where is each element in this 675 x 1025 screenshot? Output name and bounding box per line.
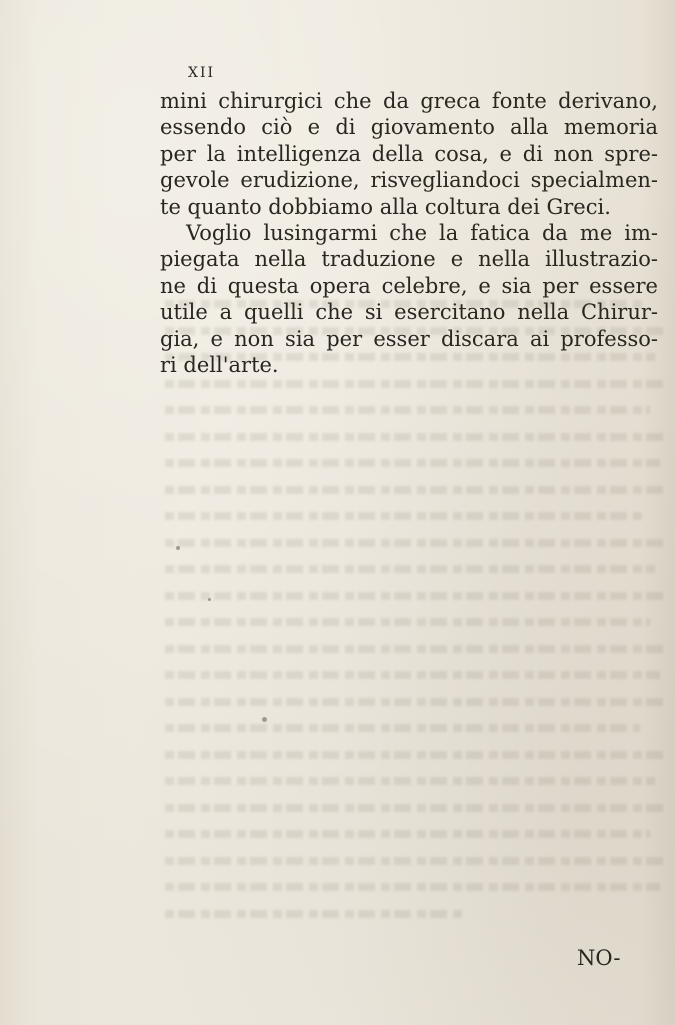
text-line: per la intelligenza della cosa, e di non spre- bbox=[160, 141, 658, 166]
show-through-text bbox=[165, 300, 665, 980]
text-line: ri dell'arte. bbox=[160, 353, 279, 378]
text-line: gevole erudizione, risvegliandoci specialmen- bbox=[160, 168, 658, 193]
body-text bbox=[160, 88, 658, 378]
ink-speck bbox=[208, 598, 211, 601]
text-line: ne di questa opera celebre, e sia per essere bbox=[160, 273, 658, 298]
ink-speck bbox=[262, 717, 267, 722]
text-line: utile a quelli che si esercitano nella Chirur- bbox=[160, 300, 658, 325]
text-line: mini chirurgici che da greca fonte derivano, bbox=[160, 89, 658, 113]
text-line: Voglio lusingarmi che la fatica da me im- bbox=[186, 221, 658, 246]
catchword: NO- bbox=[577, 946, 621, 970]
text-line: piegata nella traduzione e nella illustrazio- bbox=[160, 247, 658, 272]
text-line: gia, e non sia per esser discara ai professo- bbox=[160, 326, 658, 351]
ink-speck bbox=[176, 546, 180, 550]
page-number: xii bbox=[188, 58, 216, 82]
text-line: te quanto dobbiamo alla coltura dei Greci. bbox=[160, 194, 611, 219]
text-line: essendo ciò e di giovamento alla memoria bbox=[160, 115, 658, 140]
